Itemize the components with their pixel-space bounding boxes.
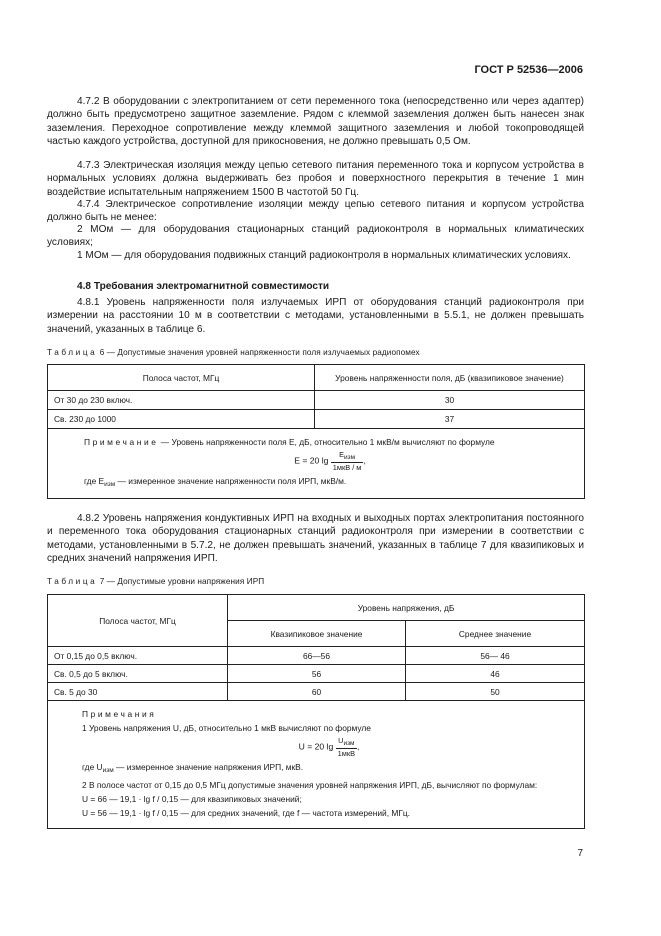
table-cell-value: 37 [315, 410, 585, 429]
table-7-caption [47, 577, 264, 586]
formula-numerator: U [338, 736, 344, 745]
table-6-formula: E = 20 lg $\frac{\text{Eизм}}{\text{1мкВ / м}}$ , [294, 450, 366, 472]
table-6-title: — Допустимые значения уровней напряженности поля излучаемых радиопомех [104, 348, 420, 357]
table-row [48, 391, 585, 410]
table-7-title: — Допустимые уровни напряжения ИРП [104, 577, 265, 586]
table-cell-value: 30 [315, 391, 585, 410]
table-cell-band: От 0,15 до 0,5 включ. [48, 647, 228, 665]
paragraph-4-7-4: 4.7.4 Электрическое сопротивление изоляции между цепью сетевого питания и корпусом устройства должно быть не менее: [47, 199, 584, 224]
paragraph-4-7-3: 4.7.3 Электрическая изоляция между цепью сетевого питания переменного тока и корпусом устройства в нормальных условиях должна выдерживать без пробоя и поверхностного перекрытия в течение 1 мин воздействие испытательным напряжением 1500 В частотой 50 Гц. [47, 160, 584, 198]
table-6-where-text: — измеренное значение напряженности поля ИРП, мкВ/м. [115, 476, 347, 486]
table-row [48, 665, 585, 683]
table-6-where-sub: изм [104, 481, 116, 488]
table-6-note [48, 429, 585, 499]
formula-denominator: 1мкВ [337, 749, 355, 758]
formula-numerator-sub: изм [344, 454, 356, 461]
table-6-note-text: — Уровень напряженности поля E, дБ, относительно 1 мкВ/м вычисляют по формуле [158, 437, 495, 447]
table-row [48, 410, 585, 429]
paragraph-4-7-4-item-1: 2 МОм — для оборудования стационарных станций радиоконтроля в нормальных климатических условиях; [47, 224, 584, 249]
paragraph-4-8-2: 4.8.2 Уровень напряжения кондуктивных ИРП на входных и выходных портах электропитания постоянного и переменного тока оборудования стационарных станций радиоконтроля при измерении в соответствии с методами, установленными в 5.7.2, не должен превышать значений, указанных в таблице 7 для квазипиковых и средних значений напряжения ИРП. [47, 513, 584, 565]
table-6-where: где E [84, 476, 105, 486]
table-7-notes-label: Примечания [82, 709, 157, 719]
table-7-formula: U = 20 lg $\frac{\text{Uизм}}{\text{1мкВ}}$ , [298, 736, 360, 758]
table-cell-average: 46 [406, 665, 585, 683]
table-cell-band: Св. 0,5 до 5 включ. [48, 665, 228, 683]
table-cell-band: Св. 230 до 1000 [48, 410, 315, 429]
table-cell-quasi-peak: 60 [228, 683, 406, 701]
table-6-note-label: Примечание [84, 437, 159, 447]
formula-fraction [336, 736, 357, 758]
table-7-where: где U [82, 762, 103, 772]
table-cell-band: Св. 5 до 30 [48, 683, 228, 701]
table-cell-average: 50 [406, 683, 585, 701]
table-7-equation-1: U = 66 — 19,1 · lg f / 0,15 — для квазипиковых значений; [82, 794, 302, 804]
formula-left: E = 20 lg [294, 455, 329, 466]
formula-left: U = 20 lg [298, 741, 334, 752]
table-cell-average: 56— 46 [406, 647, 585, 665]
table-7-header-quasi-peak: Квазипиковое значение [228, 621, 406, 647]
table-7 [47, 594, 585, 829]
paragraph-4-7-4-item-2: 1 МОм — для оборудования подвижных станций радиоконтроля в нормальных климатических условиях. [77, 250, 571, 261]
table-row [48, 683, 585, 701]
standard-header: ГОСТ Р 52536—2006 [474, 64, 583, 76]
table-7-header-group: Уровень напряжения, дБ [228, 595, 585, 621]
table-6-header-band: Полоса частот, МГц [48, 365, 315, 391]
table-7-label: Таблица [47, 577, 98, 586]
table-7-note-2: 2 В полосе частот от 0,15 до 0,5 МГц допустимые значения уровней напряжения ИРП, дБ, вычисляют по формулам: [82, 780, 538, 790]
table-7-number: 7 [99, 577, 105, 586]
table-cell-band: От 30 до 230 включ. [48, 391, 315, 410]
page-number: 7 [577, 848, 583, 859]
table-7-header-band: Полоса частот, МГц [48, 595, 228, 647]
section-heading-4-8: 4.8 Требования электромагнитной совместимости [77, 281, 330, 292]
table-cell-quasi-peak: 56 [228, 665, 406, 683]
paragraph-4-7-2: 4.7.2 В оборудовании с электропитанием от сети переменного тока (непосредственно или через адаптер) должно быть предусмотрено защитное заземление. Рядом с клеммой заземления должен быть нанесен знак заземления. Переходное сопротивление между клеммой защитного заземления и любой токопроводящей частью каждого устройства, доступной для прикосновения, не должно превышать 0,5 Ом. [47, 96, 584, 148]
table-6-number: 6 [99, 348, 105, 357]
table-7-equation-2: U = 56 — 19,1 · lg f / 0,15 — для средних значений, где f — частота измерений, МГц. [82, 808, 410, 818]
table-7-note-1: 1 Уровень напряжения U, дБ, относительно 1 мкВ вычисляют по формуле [82, 723, 371, 733]
formula-denominator: 1мкВ / м [332, 463, 362, 472]
formula-numerator-sub: изм [343, 740, 355, 747]
table-6 [47, 364, 585, 499]
table-6-label: Таблица [47, 348, 98, 357]
table-7-where-sub: изм [102, 767, 114, 774]
table-row [48, 647, 585, 665]
formula-fraction [331, 450, 364, 472]
table-7-where-text: — измеренное значение напряжения ИРП, мкВ. [113, 762, 304, 772]
formula-numerator: E [339, 450, 344, 459]
table-cell-quasi-peak: 66—56 [228, 647, 406, 665]
paragraph-4-8-1: 4.8.1 Уровень напряженности поля излучаемых ИРП от оборудования станций радиоконтроля при измерении на расстоянии 10 м в соответствии с методами, установленными в 5.5.1, не должен превышать значений, указанных в таблице 6. [47, 297, 584, 335]
table-6-header-level: Уровень напряженности поля, дБ (квазипиковое значение) [315, 365, 585, 391]
table-6-caption [47, 348, 420, 357]
table-7-header-average: Среднее значение [406, 621, 585, 647]
table-7-notes [48, 701, 585, 829]
